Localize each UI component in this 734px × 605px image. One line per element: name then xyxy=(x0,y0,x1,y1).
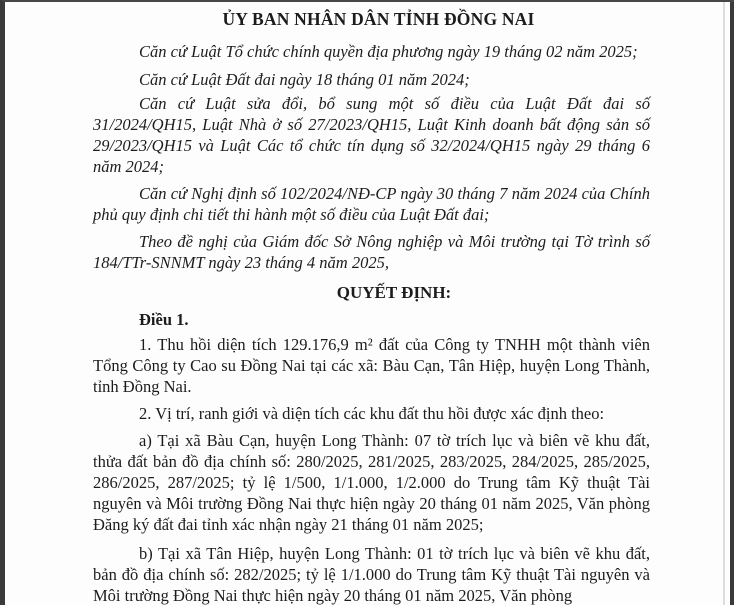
preamble-paragraph-5: Theo đề nghị của Giám đốc Sở Nông nghiệp và Môi trường tại Tờ trình số 184/TTr-SNNMT ngày 23 tháng 4 năm 2025, xyxy=(93,232,650,272)
document-content xyxy=(5,2,734,605)
body-paragraph-4: b) Tại xã Tân Hiệp, huyện Long Thành: 01 tờ trích lục và biên vẽ khu đất, bản đồ địa chính số: 282/2025; tỷ lệ 1/1.000 do Trung tâm Kỹ thuật Tài nguyên và Môi trường Đồng Nai thực hiện ngày 20 tháng 01 năm 2025, Văn phòng xyxy=(93,544,650,605)
issuing-authority-title: ỦY BAN NHÂN DÂN TỈNH ĐỒNG NAI xyxy=(222,9,535,29)
preamble-paragraph-4: Căn cứ Nghị định số 102/2024/NĐ-CP ngày 30 tháng 7 năm 2024 của Chính phủ quy định chi tiết thi hành một số điều của Luật Đất đai; xyxy=(93,184,650,224)
body-paragraph-2: 2. Vị trí, ranh giới và diện tích các khu đất thu hồi được xác định theo: xyxy=(139,404,605,423)
preamble-paragraph-1: Căn cứ Luật Tổ chức chính quyền địa phương ngày 19 tháng 02 năm 2025; xyxy=(139,42,638,61)
body-paragraph-3: a) Tại xã Bàu Cạn, huyện Long Thành: 07 tờ trích lục và biên vẽ khu đất, thửa đất bản đồ địa chính số: 280/2025, 281/2025, 283/2025, 284/2025, 285/2025, 286/2025, 287/2025; tỷ lệ 1/500, 1/1.000, 1/2.000 do Trung tâm Kỹ thuật Tài nguyên và Môi trường Đồng Nai thực hiện ngày 20 tháng 01 năm 2025, Văn phòng Đăng ký đất đai tỉnh xác nhận ngày 21 tháng 01 năm 2025; xyxy=(93,431,650,534)
preamble-paragraph-2: Căn cứ Luật Đất đai ngày 18 tháng 01 năm 2024; xyxy=(139,70,470,89)
body-paragraph-1: 1. Thu hồi diện tích 129.176,9 m² đất của Công ty TNHH một thành viên Tổng Công ty Cao su Đồng Nai tại các xã: Bàu Cạn, Tân Hiệp, huyện Long Thành, tỉnh Đồng Nai. xyxy=(93,335,650,396)
scan-border-right xyxy=(730,2,734,605)
page-edge-line xyxy=(723,2,725,605)
article-1-heading: Điều 1. xyxy=(139,310,189,329)
preamble-paragraph-3: Căn cứ Luật sửa đổi, bổ sung một số điều của Luật Đất đai số 31/2024/QH15, Luật Nhà ở số 27/2023/QH15, Luật Kinh doanh bất động sản số 29/2023/QH15 và Luật Các tổ chức tín dụng số 32/2024/QH15 ngày 29 tháng 6 năm 2024; xyxy=(93,94,650,176)
decision-heading: QUYẾT ĐỊNH: xyxy=(336,283,452,302)
